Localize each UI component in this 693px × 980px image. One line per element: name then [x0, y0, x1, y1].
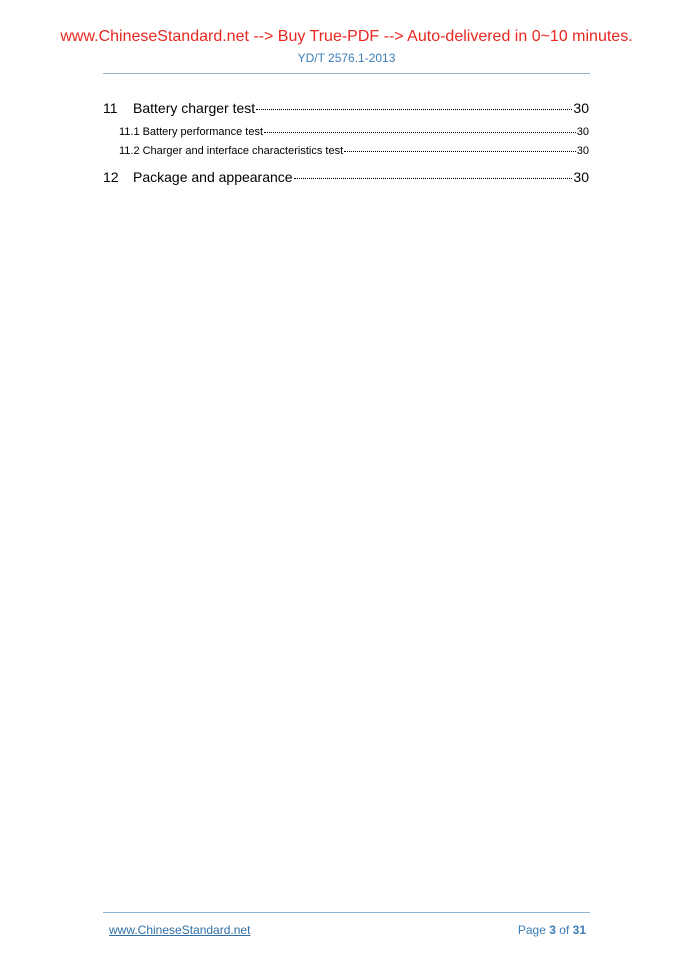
toc-dot-leader	[264, 132, 576, 133]
promo-banner[interactable]: www.ChineseStandard.net --> Buy True-PDF --> Auto-delivered in 0~10 minutes.	[60, 28, 633, 45]
toc-entry-page: 30	[573, 100, 589, 116]
toc-entry-title: Battery performance test	[142, 126, 264, 138]
toc-entry-title: Package and appearance	[133, 169, 293, 185]
toc-entry-page: 30	[573, 169, 589, 185]
toc-entry-number: 12	[103, 169, 119, 185]
toc-entry-title: Charger and interface characteristics test	[142, 145, 344, 157]
toc-entry-number: 11.1	[119, 126, 140, 138]
page-indicator	[518, 923, 586, 937]
document-number: YD/T 2576.1-2013	[297, 51, 396, 65]
toc-entry-number: 11.2	[119, 145, 140, 157]
toc-entry-11-2[interactable]	[119, 145, 589, 161]
toc-entry-title: Battery charger test	[133, 100, 256, 116]
toc-entry-12[interactable]	[103, 169, 589, 189]
toc-dot-leader	[344, 151, 576, 152]
toc-dot-leader	[256, 109, 572, 110]
table-of-contents	[103, 100, 589, 195]
page-label: Page	[517, 923, 546, 937]
page-of-label: of	[559, 923, 570, 937]
toc-entry-page: 30	[576, 145, 589, 157]
footer-website-link[interactable]: www.ChineseStandard.net	[109, 923, 251, 937]
header-divider	[103, 73, 590, 74]
toc-entry-page: 30	[576, 126, 589, 138]
total-pages-number: 31	[572, 923, 586, 937]
toc-entry-11-1[interactable]	[119, 126, 589, 142]
toc-dot-leader	[294, 178, 573, 179]
toc-entry-11[interactable]	[103, 100, 589, 120]
toc-entry-number: 11	[103, 100, 118, 116]
footer-divider	[103, 912, 590, 913]
current-page-number: 3	[549, 923, 556, 937]
